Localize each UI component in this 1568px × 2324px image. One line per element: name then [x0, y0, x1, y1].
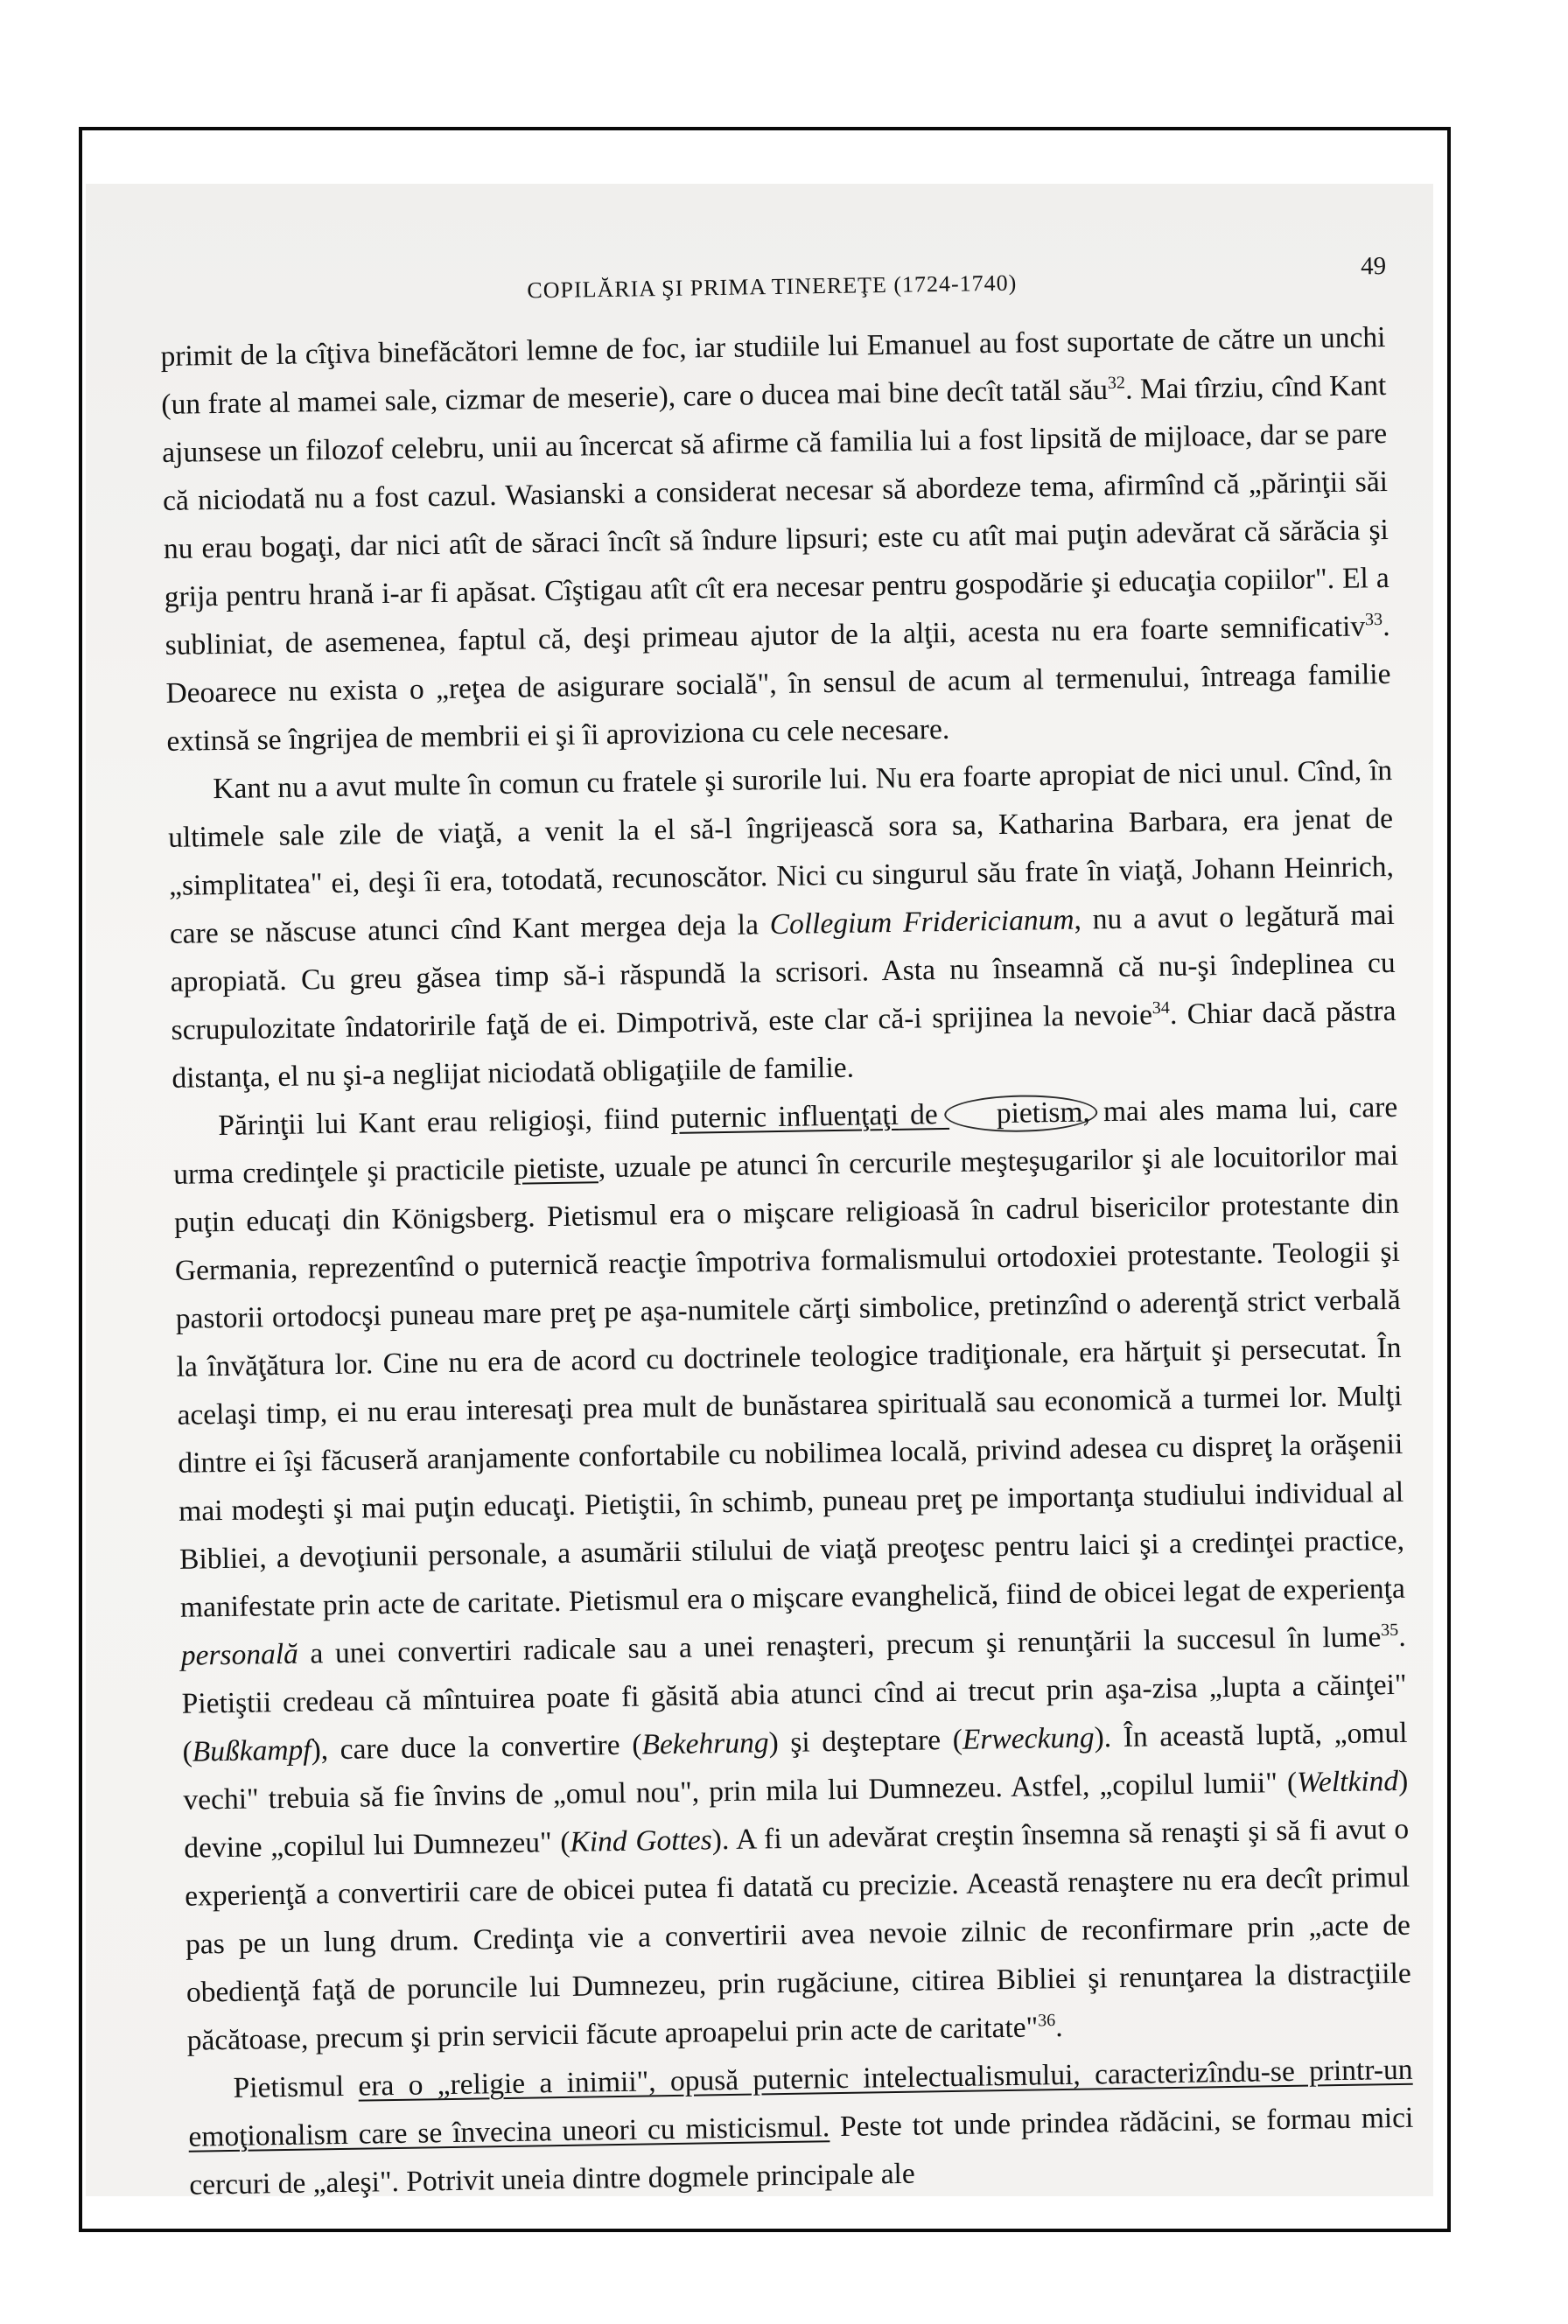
- paragraph-2: [167, 746, 1397, 1102]
- paragraph-text: , uzuale pe atunci în cercurile meşteşugarilor şi ale locuitorilor mai puţin educaţi din Königsberg. Pietismul era o mişcare religioasă în cadrul bisericilor protestante din Germania, reprezentînd o puternică reacţie împotriva formalismului ortodoxiei protestante. Teologii şi pastorii ortodocşi puneau mare preţ pe aşa-numitele cărţi simbolice, pretinzînd o aderenţă strict verbală la învăţătura lor. Cine nu era de acord cu doctrinele teologice tradiţionale, era hărţuit şi persecutat. În acelaşi timp, ei nu erau interesaţi prea mult de bunăstarea spirituală sau economică a turmei lor. Mulţi dintre ei îşi făcuseră aranjamente confortabile cu nobilimea locală, privind adesea cu dispreţ la orăşenii mai modeşti şi mai puţin educaţi. Pietiştii, în schimb, puneau preţ pe importanţa studiului individual al Bibliei, a devoţiunii personale, a asumării stilului de viaţă preoţesc pentru laici şi a credinţei practice, manifestate prin acte de caritate. Pietismul era o mişcare evanghelică, fiind de obicei legat de experienţa: [173, 1138, 1406, 1624]
- italic-term: Weltkind: [1296, 1764, 1399, 1799]
- paragraph-1: [160, 313, 1392, 766]
- paragraph-text: Pietismul: [233, 2069, 359, 2104]
- page-number: 49: [1360, 251, 1387, 281]
- scanned-page: [86, 184, 1433, 2202]
- pen-underline: pietiste: [513, 1152, 599, 1186]
- paragraph-text: primit de la cîţiva binefăcători lemne de foc, iar studiile lui Emanuel au fost suportate de către un unchi (un frate al mamei sale, cizmar de meserie), care o ducea mai bine decît tatăl său: [160, 321, 1386, 421]
- italic-term: Bekehrung: [641, 1726, 769, 1761]
- paragraph-text: ), care duce la convertire (: [311, 1728, 642, 1767]
- paragraph-text: . Deoarece nu exista o „reţea de asigurare socială", în sensul de acum al termenului, întreaga familie extinsă se îngrijea de membrii ei şi îi aproviziona cu cele necesare.: [165, 609, 1391, 758]
- paragraph-text: . Mai tîrziu, cînd Kant ajunsese un filozof celebru, unii au încercat să afirme că familia lui a fost lipsită de mijloace, dar se pare că niciodată nu a fost cazul. Wasianski a considerat necesar să abordeze tema, afirmînd că „părinţii săi nu erau bogaţi, dar nici atît de săraci încît să îndure lipsuri; este cu atît mai puţin adevărat că sărăcia şi grija pentru hrană i-ar fi apăsat. Cîştigau atît cît era necesar pentru gospodărie şi educaţia copiilor". El a subliniat, de asemenea, faptul că, deşi primeau ajutor de la alţii, acesta nu era foarte semnificativ: [161, 368, 1390, 662]
- italic-term: Kind Gottes: [570, 1824, 713, 1858]
- footnote-ref-36: 36: [1037, 2011, 1056, 2031]
- footnote-ref-35: 35: [1381, 1620, 1399, 1641]
- italic-term: personală: [180, 1637, 299, 1672]
- italic-term: Bußkampf: [192, 1733, 312, 1768]
- pen-underline: era o „religie a inimii", opusă puternic intelectualismului, caracterizîndu-se printr-un emoţionalism care se învecina uneori cu misticismul.: [188, 2053, 1413, 2153]
- footnote-ref-34: 34: [1152, 998, 1170, 1018]
- paragraph-4: [187, 2046, 1414, 2209]
- paragraph-text: ). A fi un adevărat creştin însemna să renaşti şi să fi avut o experienţă a convertirii care de obicei putea fi datată cu precizie. Această renaştere nu era decît primul pas pe un lung drum. Credinţa vie a convertirii avea nevoie zilnic de reconfirmare prin „acte de obedienţă faţă de poruncile lui Dumnezeu, prin rugăciune, citirea Bibliei şi renunţarea la distracţiile păcătoase, precum şi prin servicii făcute aproapelui prin acte de caritate": [184, 1812, 1412, 2057]
- paragraph-text: ) devine „copilul lui Dumnezeu" (: [184, 1764, 1409, 1865]
- pen-underline: puternic: [670, 1101, 779, 1135]
- paragraph-text: mai ales mama lui, care urma credinţele şi practicile: [172, 1090, 1398, 1191]
- paragraph-text: . Chiar dacă păstra distanţa, el nu şi-a neglijat niciodată obligaţiile de familie.: [172, 994, 1396, 1095]
- paragraph-text: ) şi deşteptare (: [768, 1723, 963, 1760]
- paragraph-text: . Pietiştii credeau că mîntuirea poate fi găsită abia atunci cînd ai trecut prin aşa-zisa „lupta a căinţei" (: [181, 1620, 1407, 1768]
- italic-term: Erweckung: [962, 1721, 1095, 1756]
- running-head: COPILĂRIA ŞI PRIMA TINEREŢE (1724-1740): [527, 270, 1018, 304]
- paragraph-text: , nu a avut o legătură mai apropiată. Cu greu găsea timp să-i răspundă la scrisori. Asta nu înseamnă că nu-şi îndeplinea cu scrupulozitate îndatoririle faţă de ei. Dimpotrivă, este clar că-i sprijinea la nevoie: [170, 898, 1396, 1046]
- paragraph-text: ). În această luptă, „omul vechi" trebuia să fie învins de „omul nou", prin mila lui Dumnezeu. Astfel, „copilul lumii" (: [183, 1716, 1408, 1816]
- paragraph-text: Peste tot unde prindea rădăcini, se formau mici cercuri de „aleşi". Potrivit uneia dintre dogmele principale ale: [189, 2101, 1414, 2202]
- pen-strikethrough: influenţaţi: [777, 1098, 900, 1134]
- paragraph-text: a unei convertiri radicale sau a unei renaşteri, precum şi renunţării la succesul în lume: [298, 1620, 1382, 1670]
- italic-term: Collegium Fridericianum: [769, 903, 1074, 942]
- paragraph-3: [172, 1083, 1412, 2065]
- footnote-ref-32: 32: [1107, 373, 1126, 393]
- pen-circle-annotation: pietism,: [944, 1094, 1098, 1133]
- pen-underline: de: [898, 1097, 950, 1131]
- paragraph-text: Kant nu a avut multe în comun cu fratele şi surorile lui. Nu era foarte apropiat de nici unul. Cînd, în ultimele sale zile de viaţă, a venit la el să-l îngrijească sora sa, Katharina Barbara, era jenat de „simplitatea" ei, deşi îi era, totodată, recunoscător. Nici cu singurul său frate în viaţă, Johann Heinrich, care se născuse atunci cînd Kant mergea deja la: [167, 753, 1395, 950]
- text-block: [159, 252, 1415, 2209]
- paragraph-text: Părinţii lui Kant erau religioşi, fiind: [218, 1102, 671, 1143]
- paragraph-text: .: [1054, 2011, 1063, 2044]
- footnote-ref-33: 33: [1364, 609, 1383, 630]
